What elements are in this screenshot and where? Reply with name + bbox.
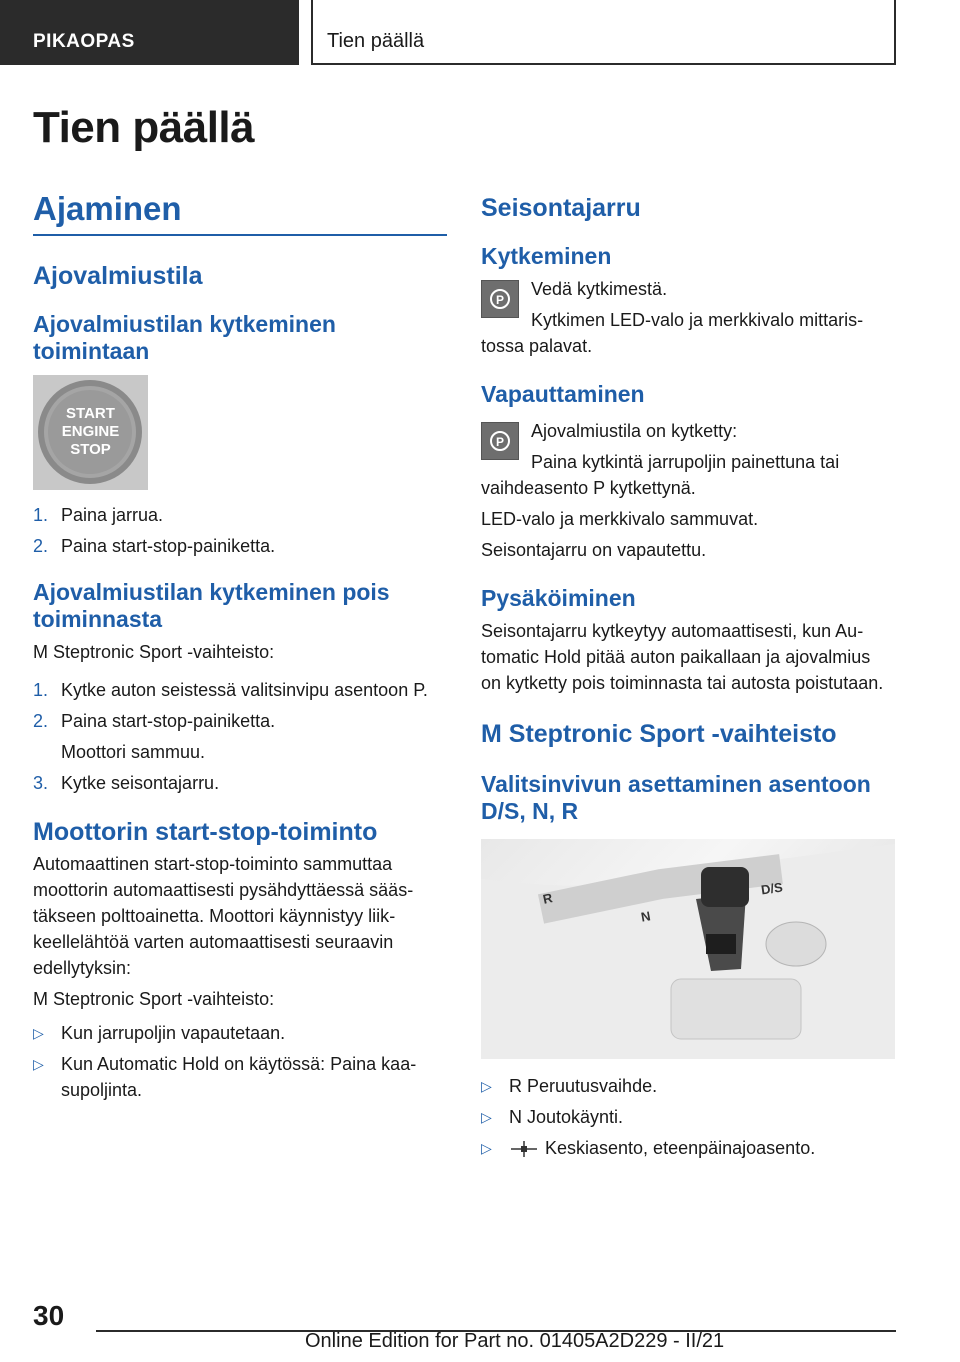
heading-kytkeminen-toimintaan: Ajovalmiustilan kytkeminen toimintaan [33,311,336,364]
gear-label-r: R [541,890,554,907]
heading-start-stop: Moottorin start-stop-toiminto [33,818,378,846]
step-number: 2. [33,536,49,556]
center-position-icon [509,1140,539,1158]
list-item [33,533,447,559]
stop-steps-list [33,677,447,796]
release-line-4: Seisontajarru on vapautettu. [481,540,707,560]
right-column [481,190,895,1161]
bullet-text: Kun Automatic Hold on käytössä: Paina kaasupoljinta. [61,1054,417,1100]
list-item [33,677,447,703]
svg-text:P: P [495,435,505,449]
list-item [33,1020,447,1046]
gear-selector-graphic [481,839,895,1059]
list-item [481,1104,895,1130]
gear-label-ds: D/S [760,879,784,898]
list-item [33,770,447,796]
header-chapter: Tien päällä [311,0,896,65]
step-number: 3. [33,773,49,793]
bullet-text: Kun jarrupoljin vapautetaan. [61,1023,286,1043]
step-number: 2. [33,711,49,731]
footer-edition: Online Edition for Part no. 01405A2D229 - II/21 [305,1330,725,1352]
list-item [481,1073,895,1099]
transmission-intro: M Steptronic Sport -vaihteisto: [33,642,275,662]
bullet-icon: ▷ [481,1078,492,1094]
step-text: Kytke auton seistessä valitsinvipu asentoon P. [61,680,428,700]
bullet-text: N Joutokäynti. [509,1107,624,1127]
heading-pysakoiminen: Pysäköiminen [481,585,636,611]
stop-label: STOP [70,441,111,458]
step-note: Moottori sammuu. [61,742,206,762]
page-number: 30 [33,1300,65,1331]
bullet-text: R Peruutusvaihde. [509,1076,658,1096]
release-line-2: Paina kytkintä jarrupoljin painettuna tai vaihdeasento P kytkettynä. [481,452,840,498]
heading-kytkeminen: Kytkeminen [481,243,612,269]
heading-vapauttaminen: Vapauttaminen [481,381,645,407]
bullet-icon: ▷ [33,1025,44,1041]
step-text: Paina jarrua. [61,505,164,525]
start-stop-button-image [33,375,148,490]
release-line-1: Ajovalmiustila on kytketty: [531,421,738,441]
heading-kytkeminen-pois: Ajovalmiustilan kytkeminen pois toiminnasta [33,579,390,632]
heading-seisontajarru: Seisontajarru [481,194,641,222]
start-label: START [66,405,115,422]
start-stop-button-text [33,405,148,459]
engine-label: ENGINE [61,423,120,440]
step-number: 1. [33,680,49,700]
parking-brake-icon [481,422,519,460]
release-line-3: LED-valo ja merkkivalo sammuvat. [481,509,759,529]
transmission-intro-2: M Steptronic Sport -vaihteisto: [33,989,275,1009]
heading-m-steptronic: M Steptronic Sport -vaihteisto [481,720,837,748]
bullet-icon: ▷ [33,1056,44,1072]
list-item [33,1051,447,1103]
left-column [33,190,447,1103]
list-item [33,502,447,528]
header-section: PIKAOPAS [0,0,299,65]
step-number: 1. [33,505,49,525]
gear-selector-image [481,839,895,1059]
heading-ajovalmiustila: Ajovalmiustila [33,262,203,290]
parking-brake-icon-graphic [482,281,518,317]
gear-label-n: N [639,908,652,925]
bullet-icon: ▷ [481,1140,492,1156]
parking-brake-icon [481,280,519,318]
conditions-list [33,1020,447,1103]
start-stop-paragraph: Automaattinen start-stop-toiminto sammuttaa moottorin automaattisesti pysähdyttäessä säästäkseen polttoainetta. Moottori käynnistyy liikkeellelähtöä varten automaattisesti seuraavin edellytyksin: [33,854,414,978]
svg-text:P: P [495,293,505,307]
bullet-text: Keskiasento, eteenpäinajoasento. [545,1138,816,1158]
parking-brake-icon-graphic [482,423,518,459]
list-item [481,1135,895,1161]
engage-line-1: Vedä kytkimestä. [531,279,668,299]
step-text: Paina start-stop-painiketta. [61,711,276,731]
parking-brake-release-block [481,418,895,501]
page-title: Tien päällä [33,103,255,152]
list-item [33,708,447,765]
gear-positions-list [481,1073,895,1161]
start-steps-list [33,502,447,559]
heading-valitsinvivun: Valitsinvivun asettaminen asentoon D/S, N, R [481,771,871,824]
bullet-icon: ▷ [481,1109,492,1125]
engage-line-2: Kytkimen LED-valo ja merkkivalo mittaristossa palavat. [481,310,864,356]
parking-brake-engage-block [481,276,895,359]
step-text: Paina start-stop-painiketta. [61,536,276,556]
section-heading-ajaminen: Ajaminen [33,190,447,236]
parking-paragraph: Seisontajarru kytkeytyy automaattisesti, kun Automatic Hold pitää auton paikallaan ja ajovalmius on kytketty pois toiminnasta tai autosta poistutaan. [481,621,884,693]
step-text: Kytke seisontajarru. [61,773,220,793]
